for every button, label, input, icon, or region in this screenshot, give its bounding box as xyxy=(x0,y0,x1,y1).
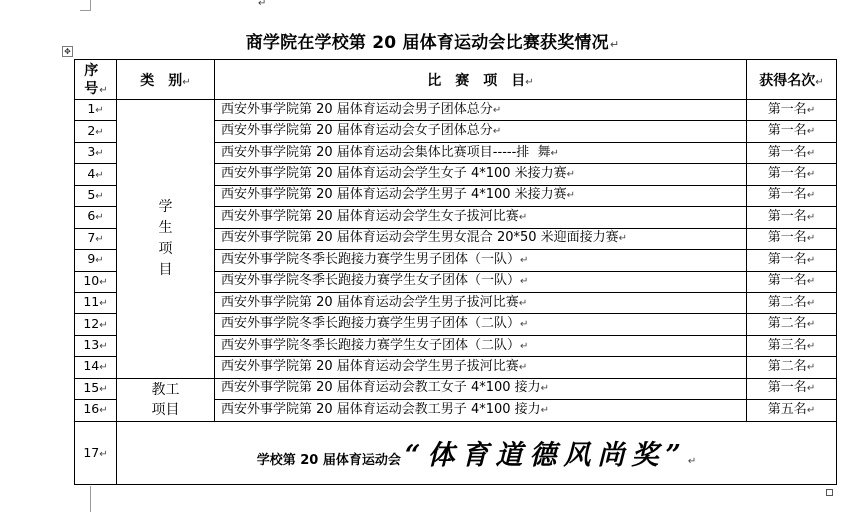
paragraph-mark: ↵ xyxy=(518,361,528,373)
cell-rank xyxy=(747,271,837,292)
cell-event xyxy=(215,271,747,292)
cell-rank xyxy=(747,164,837,185)
header-rank xyxy=(747,60,837,100)
row-event: 西安外事学院第 20 届体育运动会男子团体总分 xyxy=(221,101,493,117)
row-event: 西安外事学院第 20 届体育运动会学生男子 4*100 米接力赛 xyxy=(221,187,567,203)
header-no-label: 序号 xyxy=(84,62,99,97)
cell-rank xyxy=(747,357,837,378)
paragraph-mark: ↵ xyxy=(566,190,576,202)
paragraph-mark: ↵ xyxy=(520,340,529,352)
cell-rank xyxy=(747,228,837,249)
row-event: 西安外事学院第 20 届体育运动会女子团体总分 xyxy=(221,123,493,139)
category-student-label: 学生项目 xyxy=(158,198,173,278)
row-rank: 第一名 xyxy=(767,166,807,182)
cell-event xyxy=(215,185,747,206)
cell-no xyxy=(75,400,117,421)
paragraph-mark: ↵ xyxy=(492,104,502,116)
row-event: 西安外事学院第 20 届体育运动会教工男子 4*100 接力 xyxy=(221,401,541,417)
row-event: 西安外事学院冬季长跑接力赛学生女子团体（二队） xyxy=(221,337,521,353)
paragraph-mark: ↵ xyxy=(99,84,108,96)
award-cell xyxy=(117,421,837,484)
row-no: 11 xyxy=(83,294,100,310)
paragraph-mark: ↵ xyxy=(520,319,529,331)
paragraph-mark: ↵ xyxy=(806,297,816,309)
cell-category-student xyxy=(117,100,215,379)
cell-event xyxy=(215,142,747,163)
cell-no xyxy=(75,121,117,142)
header-rank-label: 获得名次 xyxy=(759,72,816,89)
cell-event xyxy=(215,292,747,313)
row-no: 13 xyxy=(83,337,100,353)
paragraph-mark: ↵ xyxy=(806,104,816,116)
row-no: 5 xyxy=(87,186,96,202)
document-title-text: 商学院在学校第 20 届体育运动会比赛获奖情况 xyxy=(245,33,609,53)
cell-no xyxy=(75,142,117,163)
row-rank: 第一名 xyxy=(767,251,807,267)
cell-rank xyxy=(747,250,837,271)
paragraph-mark: ↵ xyxy=(540,383,550,395)
row-event: 西安外事学院第 20 届体育运动会学生男子拔河比赛 xyxy=(221,358,519,374)
row-rank: 第二名 xyxy=(767,358,807,374)
cell-no xyxy=(75,314,117,335)
cell-no xyxy=(75,185,117,206)
paragraph-mark-title: ↵ xyxy=(609,38,620,51)
row-no: 15 xyxy=(83,379,100,395)
cell-rank xyxy=(747,292,837,313)
awards-table-container xyxy=(74,59,837,485)
cell-rank xyxy=(747,185,837,206)
paragraph-mark: ↵ xyxy=(182,76,191,88)
cell-event xyxy=(215,164,747,185)
row-no: 2 xyxy=(87,122,96,138)
row-rank: 第一名 xyxy=(767,144,807,160)
paragraph-mark: ↵ xyxy=(806,276,816,288)
paragraph-mark-top: ↵ xyxy=(258,0,267,9)
paragraph-mark: ↵ xyxy=(95,105,104,117)
header-category xyxy=(117,60,215,100)
paragraph-mark: ↵ xyxy=(806,147,816,159)
cell-no xyxy=(75,207,117,228)
cell-event xyxy=(215,207,747,228)
cell-no xyxy=(75,271,117,292)
award-prefix: 学校第 20 届体育运动会 xyxy=(256,453,401,469)
paragraph-mark: ↵ xyxy=(95,126,104,138)
table-row xyxy=(75,378,837,399)
cell-rank xyxy=(747,142,837,163)
row-rank: 第三名 xyxy=(767,337,807,353)
paragraph-mark: ↵ xyxy=(540,404,550,416)
row-rank: 第一名 xyxy=(767,230,807,246)
row-rank: 第一名 xyxy=(767,380,807,396)
cell-no xyxy=(75,250,117,271)
paragraph-mark: ↵ xyxy=(806,383,816,395)
row-no: 6 xyxy=(87,208,96,224)
row-rank: 第一名 xyxy=(767,273,807,289)
cell-no xyxy=(75,357,117,378)
cell-event xyxy=(215,121,747,142)
row-no: 3 xyxy=(87,144,96,160)
row-rank: 第二名 xyxy=(767,294,807,310)
row-no: 14 xyxy=(83,358,100,374)
paragraph-mark: ↵ xyxy=(566,169,576,181)
paragraph-mark: ↵ xyxy=(99,298,108,310)
paragraph-mark: ↵ xyxy=(806,126,816,138)
row-no: 1 xyxy=(87,101,96,117)
paragraph-mark: ↵ xyxy=(806,211,816,223)
row-rank: 第一名 xyxy=(767,101,807,117)
paragraph-mark: ↵ xyxy=(806,233,816,245)
row-event: 西安外事学院第 20 届体育运动会学生男女混合 20*50 米迎面接力赛 xyxy=(221,230,619,246)
paragraph-mark: ↵ xyxy=(806,169,816,181)
cell-event xyxy=(215,228,747,249)
cell-no xyxy=(75,228,117,249)
paragraph-mark: ↵ xyxy=(99,405,108,417)
row-rank: 第一名 xyxy=(767,123,807,139)
row-no: 16 xyxy=(83,401,100,417)
cell-rank xyxy=(747,121,837,142)
cell-no xyxy=(75,421,117,484)
paragraph-mark: ↵ xyxy=(806,361,816,373)
paragraph-mark: ↵ xyxy=(492,126,502,138)
cell-event xyxy=(215,378,747,399)
row-rank: 第五名 xyxy=(767,401,807,417)
cell-event xyxy=(215,357,747,378)
paragraph-mark: ↵ xyxy=(806,319,816,331)
row-no: 7 xyxy=(87,229,96,245)
paragraph-mark: ↵ xyxy=(518,297,528,309)
paragraph-mark: ↵ xyxy=(99,341,108,353)
paragraph-mark: ↵ xyxy=(550,147,559,159)
paragraph-mark: ↵ xyxy=(520,276,529,288)
paragraph-mark: ↵ xyxy=(95,148,104,160)
award-row xyxy=(75,421,837,484)
paragraph-mark: ↵ xyxy=(518,211,528,223)
cell-no xyxy=(75,292,117,313)
cell-no xyxy=(75,100,117,121)
cell-no xyxy=(75,164,117,185)
row-event: 西安外事学院冬季长跑接力赛学生女子团体（一队） xyxy=(221,273,521,289)
paragraph-mark: ↵ xyxy=(525,76,534,88)
row-event: 西安外事学院第 20 届体育运动会集体比赛项目-----排 舞 xyxy=(221,144,551,160)
paragraph-mark: ↵ xyxy=(95,212,104,224)
paragraph-mark: ↵ xyxy=(618,233,628,245)
row-event: 西安外事学院第 20 届体育运动会学生女子拔河比赛 xyxy=(221,208,519,224)
cell-rank xyxy=(747,378,837,399)
paragraph-mark: ↵ xyxy=(687,456,697,468)
row-rank: 第一名 xyxy=(767,187,807,203)
row-event: 西安外事学院冬季长跑接力赛学生男子团体（一队） xyxy=(221,251,521,267)
award-row-no: 17 xyxy=(83,445,100,461)
row-rank: 第一名 xyxy=(767,208,807,224)
cell-event xyxy=(215,100,747,121)
paragraph-mark: ↵ xyxy=(95,233,104,245)
paragraph-mark: ↵ xyxy=(95,169,104,181)
header-event xyxy=(215,60,747,100)
row-no: 12 xyxy=(83,315,100,331)
paragraph-mark: ↵ xyxy=(815,76,824,88)
paragraph-mark: ↵ xyxy=(806,190,816,202)
table-header-row xyxy=(75,60,837,100)
header-no xyxy=(75,60,117,100)
paragraph-mark: ↵ xyxy=(99,383,108,395)
cell-event xyxy=(215,335,747,356)
page-margin-corner-top xyxy=(80,0,91,11)
cell-no xyxy=(75,378,117,399)
paragraph-mark: ↵ xyxy=(806,254,816,266)
row-no: 10 xyxy=(83,272,100,288)
header-category-label: 类 别 xyxy=(140,72,183,89)
page-margin-corner-bottom xyxy=(80,486,91,512)
awards-table xyxy=(74,59,837,485)
cell-rank xyxy=(747,100,837,121)
cell-no xyxy=(75,335,117,356)
paragraph-mark: ↵ xyxy=(99,362,108,374)
paragraph-mark: ↵ xyxy=(99,449,108,461)
cell-event xyxy=(215,250,747,271)
table-resize-handle[interactable] xyxy=(826,489,833,496)
paragraph-mark: ↵ xyxy=(99,319,108,331)
award-prize-name: “体育道德风尚奖” xyxy=(404,440,688,472)
paragraph-mark: ↵ xyxy=(95,190,104,202)
row-event: 西安外事学院第 20 届体育运动会学生女子 4*100 米接力赛 xyxy=(221,166,567,182)
category-staff-label: 教工项目 xyxy=(151,381,180,418)
document-title xyxy=(0,28,865,53)
row-no: 9 xyxy=(87,251,96,267)
cell-event xyxy=(215,314,747,335)
row-event: 西安外事学院第 20 届体育运动会教工女子 4*100 接力 xyxy=(221,380,541,396)
cell-rank xyxy=(747,400,837,421)
paragraph-mark: ↵ xyxy=(806,340,816,352)
row-no: 4 xyxy=(87,165,96,181)
paragraph-mark: ↵ xyxy=(99,276,108,288)
paragraph-mark: ↵ xyxy=(520,254,529,266)
paragraph-mark: ↵ xyxy=(806,404,816,416)
cell-event xyxy=(215,400,747,421)
cell-rank xyxy=(747,314,837,335)
table-row xyxy=(75,100,837,121)
header-event-label: 比 赛 项 目 xyxy=(427,72,526,89)
cell-category-staff xyxy=(117,378,215,421)
paragraph-mark: ↵ xyxy=(95,255,104,267)
cell-rank xyxy=(747,335,837,356)
table-move-icon[interactable]: ✥ xyxy=(62,46,73,57)
cell-rank xyxy=(747,207,837,228)
row-event: 西安外事学院第 20 届体育运动会学生男子拔河比赛 xyxy=(221,294,519,310)
row-event: 西安外事学院冬季长跑接力赛学生男子团体（二队） xyxy=(221,316,521,332)
row-rank: 第二名 xyxy=(767,316,807,332)
